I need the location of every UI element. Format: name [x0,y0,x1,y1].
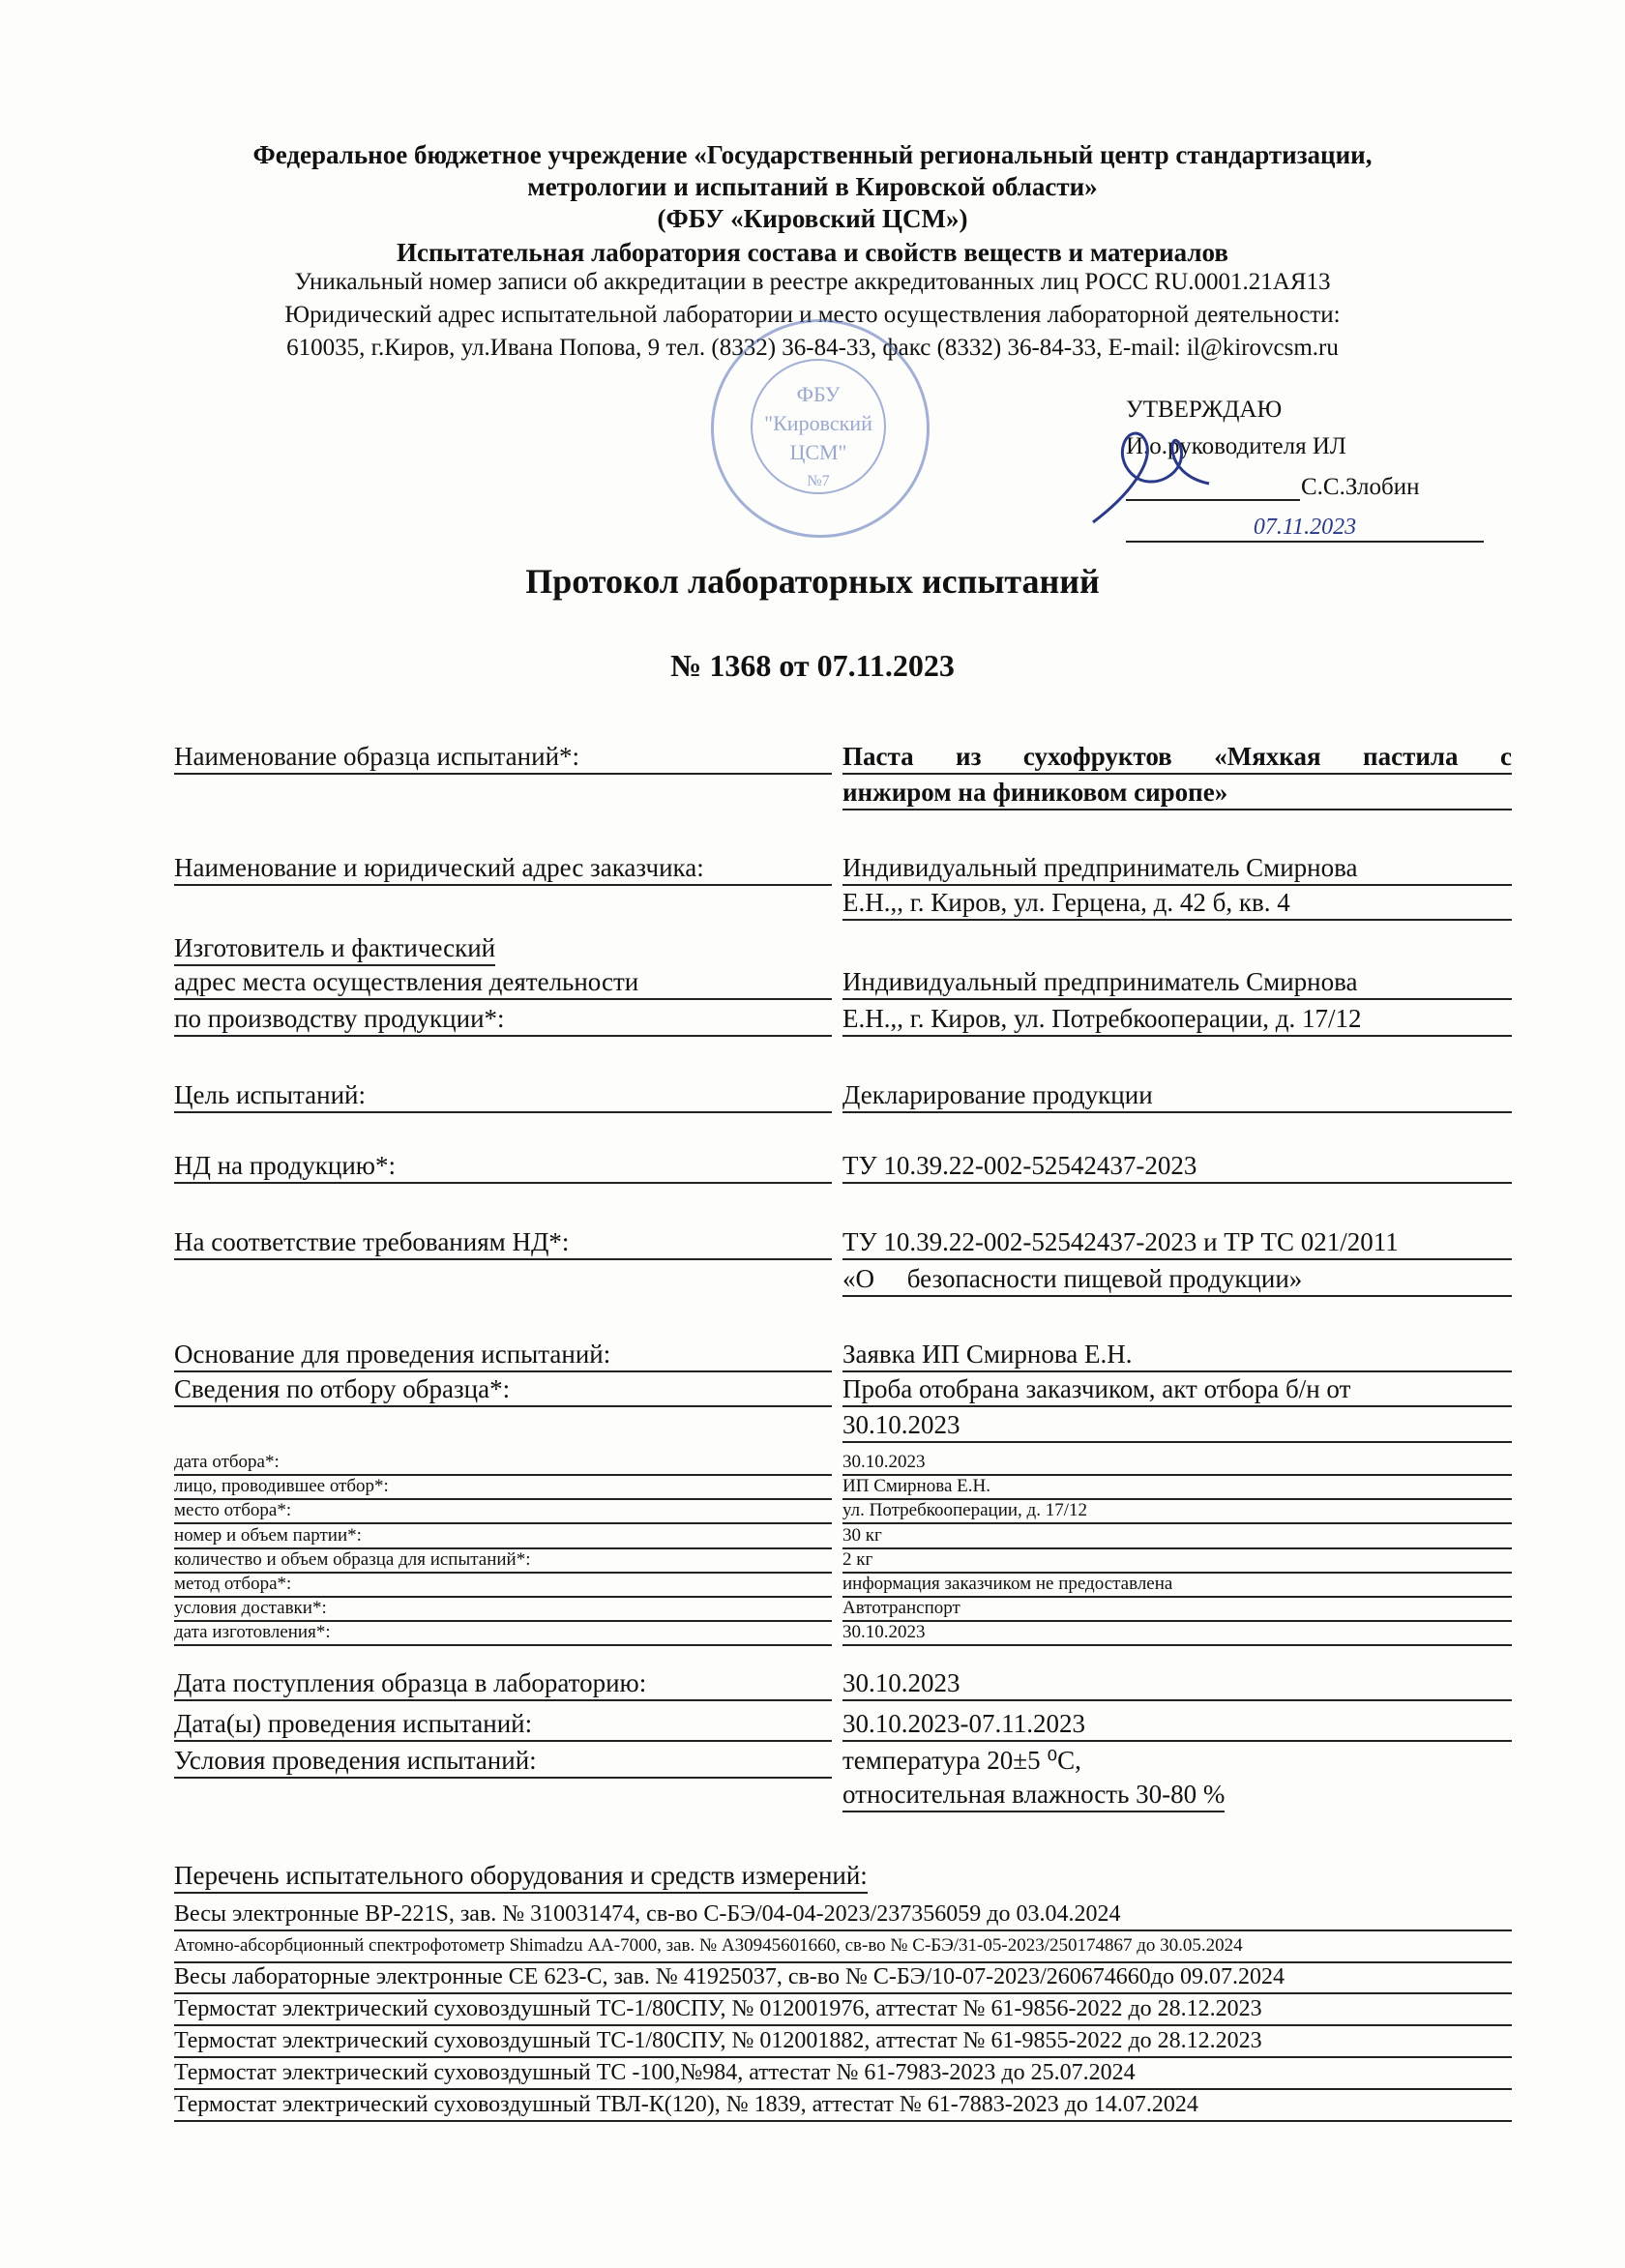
lab-name: Испытательная лаборатория состава и свойств веществ и материалов [397,238,1228,267]
field-label: по производству продукции*: [174,1002,832,1037]
field-label: Наименование и юридический адрес заказчика: [174,851,832,886]
field-label: Изготовитель и фактический [174,931,495,966]
field-label: дата отбора*: [174,1450,832,1476]
field-basis [174,1338,1512,1370]
field-value: Заявка ИП Смирнова Е.Н. [842,1338,1512,1372]
stamp-line: ЦСМ" [789,440,847,464]
field-received [174,1666,1512,1699]
org-short-name: (ФБУ «Кировский ЦСМ») [657,204,968,233]
field-value: ИП Смирнова Е.Н. [842,1474,1512,1500]
field-label: количество и объем образца для испытаний*: [174,1547,832,1574]
field-value: 30.10.2023 [842,1620,1512,1646]
stamp-line: №7 [807,473,830,489]
field-value: Е.Н.,, г. Киров, ул. Герцена, д. 42 б, кв. 4 [842,886,1512,921]
field-value: ТУ 10.39.22-002-52542437-2023 и ТР ТС 021/2011 [842,1225,1512,1260]
equipment-item: Термостат электрический суховоздушный ТС -100,№984, аттестат № 61-7983-2023 до 25.07.2024 [174,2057,1512,2090]
field-value: 30.10.2023-07.11.2023 [842,1707,1512,1742]
field-label: дата изготовления*: [174,1620,832,1646]
approver-name: С.С.Злобин [1301,474,1420,500]
field-label: На соответствие требованиям НД*: [174,1225,832,1260]
approve-label: УТВЕРЖДАЮ [1126,397,1283,423]
field-label: место отбора*: [174,1498,832,1524]
field-value: Автотранспорт [842,1596,1512,1622]
field-label: Наименование образца испытаний*: [174,740,832,775]
field-label: Цель испытаний: [174,1078,832,1113]
field-value: Индивидуальный предприниматель Смирнова [842,851,1512,886]
stamp [711,319,930,538]
field-label: Основание для проведения испытаний: [174,1338,832,1372]
field-value: ул. Потребкооперации, д. 17/12 [842,1498,1512,1524]
org-name-line2: метрологии и испытаний в Кировской области» [527,172,1098,201]
field-label: лицо, проводившее отбор*: [174,1474,832,1500]
stamp-line: ФБУ [796,382,841,406]
page-title: Протокол лабораторных испытаний [525,562,1100,601]
field-conformity [174,1225,1512,1258]
field-label: Условия проведения испытаний: [174,1744,832,1779]
stamp-line: "Кировский [764,411,872,435]
field-label: Дата(ы) проведения испытаний: [174,1707,832,1742]
field-label: метод отбора*: [174,1572,832,1598]
field-value: Проба отобрана заказчиком, акт отбора б/н от [842,1372,1512,1407]
field-label: адрес места осуществления деятельности [174,965,832,1000]
accreditation-number: Уникальный номер записи об аккредитации в реестре аккредитованных лиц РОСС RU.0001.21АЯ13 [294,269,1331,295]
field-value: 30.10.2023 [842,1666,1512,1701]
field-customer [174,851,1512,884]
approver-position: И.о.руководителя ИЛ [1126,433,1346,459]
field-value: 2 кг [842,1547,1512,1574]
field-value: температура 20±5 ⁰С, [842,1746,1081,1775]
equipment-item: Термостат электрический суховоздушный ТС-1/80СПУ, № 012001882, аттестат № 61-9855-2022 до 28.12.2023 [174,2025,1512,2058]
field-value: инжиром на финиковом сиропе» [842,776,1512,810]
protocol-number: № 1368 от 07.11.2023 [670,648,955,683]
field-conditions [174,1744,1512,1777]
field-maker [174,965,1512,998]
field-value: 30.10.2023 [842,1450,1512,1476]
field-value: 30.10.2023 [842,1408,1512,1443]
field-test-dates [174,1707,1512,1740]
lab-address: 610035, г.Киров, ул.Ивана Попова, 9 тел. (8332) 36-84-33, факс (8332) 36-84-33, E-mail: il@kirovcsm.ru [286,335,1339,361]
field-value: 30 кг [842,1523,1512,1549]
field-goal [174,1078,1512,1111]
field-sampling [174,1372,1512,1405]
equipment-item: Термостат электрический суховоздушный ТВЛ-К(120), № 1839, аттестат № 61-7883-2023 до 14.07.2024 [174,2089,1512,2122]
field-label: Дата поступления образца в лабораторию: [174,1666,832,1701]
equipment-item: Весы лабораторные электронные CE 623-С, зав. № 41925037, св-во № С-БЭ/10-07-2023/260674660до 09.07.2024 [174,1961,1512,1994]
field-value: относительная влажность 30-80 % [842,1778,1225,1812]
equipment-item: Атомно-абсорбционный спектрофотометр Shimadzu АА-7000, зав. № А30945601660, св-во № С-БЭ/31-05-2023/250174867 до 30.05.2024 [174,1930,1512,1963]
field-label: НД на продукцию*: [174,1149,832,1184]
equipment-item: Весы электронные ВР-221S, зав. № 310031474, св-во С-БЭ/04-04-2023/237356059 до 03.04.2024 [174,1899,1512,1931]
field-nd [174,1149,1512,1182]
field-value: Е.Н.,, г. Киров, ул. Потребкооперации, д. 17/12 [842,1002,1512,1037]
field-sample [174,740,1512,773]
field-label: условия доставки*: [174,1596,832,1622]
address-label: Юридический адрес испытательной лаборатории и место осуществления лабораторной деятельности: [284,302,1341,328]
subfield [174,1620,1512,1653]
equipment-title: Перечень испытательного оборудования и средств измерений: [174,1859,868,1894]
field-value: информация заказчиком не предоставлена [842,1572,1512,1598]
approval-date: 07.11.2023 [1126,515,1484,543]
field-value: «О безопасности пищевой продукции» [842,1262,1512,1297]
field-value: ТУ 10.39.22-002-52542437-2023 [842,1149,1512,1184]
field-value: Индивидуальный предприниматель Смирнова [842,965,1512,1000]
field-value: Декларирование продукции [842,1078,1512,1113]
field-label: номер и объем партии*: [174,1523,832,1549]
field-label: Сведения по отбору образца*: [174,1372,832,1407]
field-value: Паста из сухофруктов «Мяхкая пастила с [842,740,1512,775]
org-name-line1: Федеральное бюджетное учреждение «Государственный региональный центр стандартизации, [252,140,1373,169]
equipment-item: Термостат электрический суховоздушный ТС-1/80СПУ, № 012001976, аттестат № 61-9856-2022 до 28.12.2023 [174,1993,1512,2026]
